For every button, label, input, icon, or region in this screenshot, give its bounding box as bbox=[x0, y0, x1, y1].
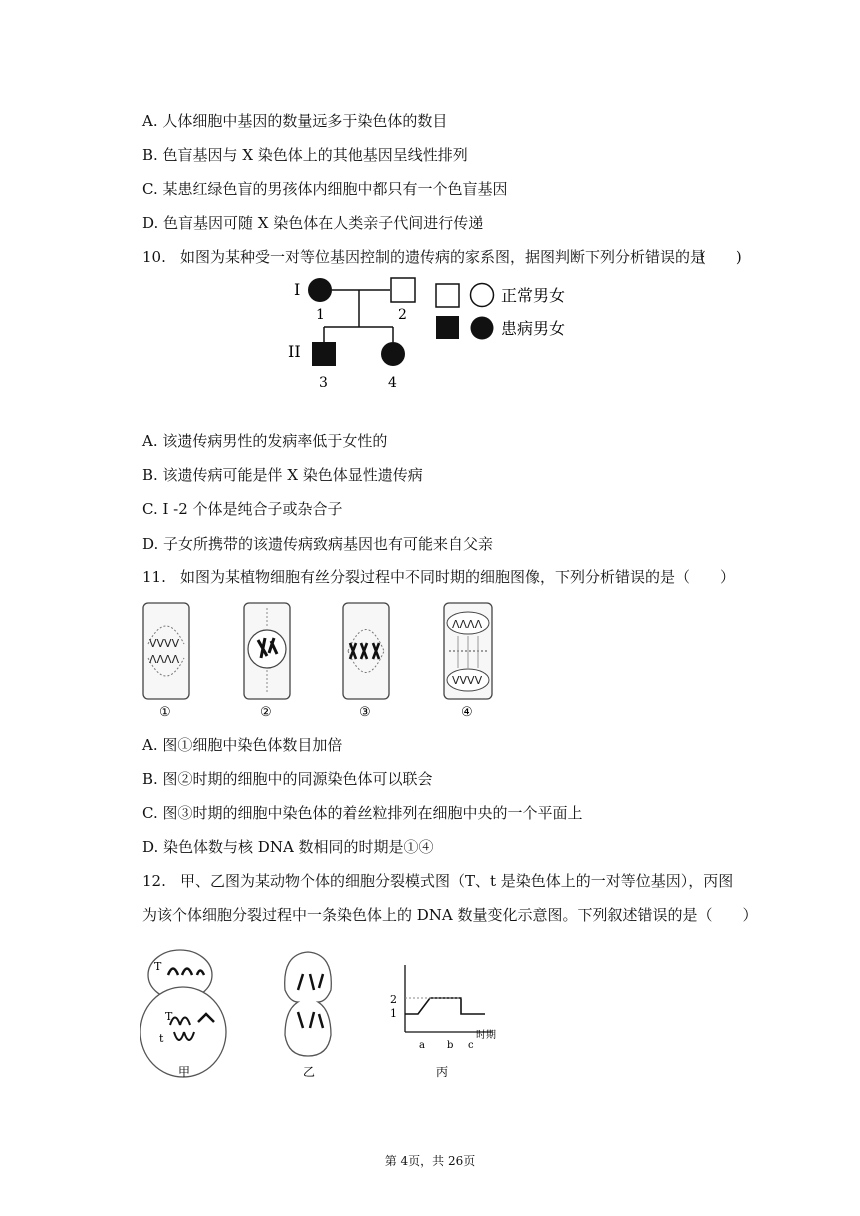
x-tick-a: a bbox=[419, 1040, 425, 1051]
cell-label-4: ④ bbox=[461, 705, 473, 720]
individual-label-1: 1 bbox=[316, 307, 325, 323]
q11-option-c: C. 图③时期的细胞中染色体的着丝粒排列在细胞中央的一个平面上 bbox=[142, 804, 583, 822]
q11-mitosis-figure bbox=[140, 598, 510, 723]
q11-option-d: D. 染色体数与核 DNA 数相同的时期是①④ bbox=[142, 838, 434, 856]
x-axis-label: 时期 bbox=[476, 1030, 496, 1041]
q11-option-a: A. 图①细胞中染色体数目加倍 bbox=[142, 736, 343, 754]
q11-stem: 如图为某植物细胞有丝分裂过程中不同时期的细胞图像，下列分析错误的是（ ） bbox=[180, 568, 736, 586]
gene-label-t-lower: t bbox=[159, 1032, 164, 1045]
gene-label-t-upper-1: T bbox=[154, 960, 162, 973]
y-tick-2: 2 bbox=[390, 993, 397, 1006]
q9-option-c: C. 某患红绿色盲的男孩体内细胞中都只有一个色盲基因 bbox=[142, 180, 508, 198]
q11-option-b: B. 图②时期的细胞中的同源染色体可以联会 bbox=[142, 770, 433, 788]
q10-option-d: D. 子女所携带的该遗传病致病基因也有可能来自父亲 bbox=[142, 535, 494, 553]
page-footer: 第 4页，共 26页 bbox=[384, 1154, 476, 1168]
dna-content-graph bbox=[390, 965, 496, 1051]
cell-jia bbox=[140, 950, 226, 1077]
cell-3-metaphase bbox=[343, 603, 389, 699]
individual-i2-normal-male bbox=[391, 278, 415, 302]
individual-label-2: 2 bbox=[398, 307, 407, 323]
x-tick-b: b bbox=[447, 1040, 454, 1051]
generation-ii-label: II bbox=[288, 342, 301, 361]
q9-option-a: A. 人体细胞中基因的数量远多于染色体的数目 bbox=[142, 112, 448, 130]
figure-label-bing: 丙 bbox=[436, 1065, 449, 1079]
cell-yi bbox=[285, 952, 332, 1056]
figure-label-yi: 乙 bbox=[303, 1065, 316, 1079]
cell-label-1: ① bbox=[159, 705, 171, 720]
q12-stem-line2: 为该个体细胞分裂过程中一条染色体上的 DNA 数量变化示意图。下列叙述错误的是（ ） bbox=[142, 906, 758, 924]
cell-1-anaphase bbox=[143, 603, 189, 699]
individual-ii4-affected-female bbox=[381, 342, 405, 366]
q10-option-a: A. 该遗传病男性的发病率低于女性的 bbox=[142, 432, 388, 450]
legend-normal-male-icon bbox=[436, 284, 459, 307]
legend-affected-female-icon bbox=[471, 317, 494, 340]
q10-answer-paren: ( ) bbox=[700, 248, 742, 266]
q12-number: 12. bbox=[142, 872, 166, 890]
q12-stem-line1: 甲、乙图为某动物个体的细胞分裂模式图（T、t 是染色体上的一对等位基因），丙图 bbox=[180, 872, 734, 890]
q9-option-d: D. 色盲基因可随 X 染色体在人类亲子代间进行传递 bbox=[142, 214, 484, 232]
individual-ii3-affected-male bbox=[312, 342, 336, 366]
cell-4-telophase bbox=[444, 603, 492, 699]
legend-affected-label: 患病男女 bbox=[501, 319, 566, 338]
individual-label-3: 3 bbox=[319, 375, 328, 391]
q10-pedigree-figure bbox=[280, 270, 590, 395]
q10-option-c: C. I -2 个体是纯合子或杂合子 bbox=[142, 500, 343, 518]
q10-stem: 如图为某种受一对等位基因控制的遗传病的家系图，据图判断下列分析错误的是 bbox=[180, 248, 706, 266]
svg-text:ᐯᐯᐯᐯ: ᐯᐯᐯᐯ bbox=[149, 637, 180, 650]
gene-label-t-upper-2: T bbox=[165, 1010, 173, 1023]
svg-text:ᐯᐯᐯᐯ: ᐯᐯᐯᐯ bbox=[452, 674, 483, 687]
q12-cell-division-figure bbox=[140, 940, 540, 1085]
cell-label-2: ② bbox=[260, 705, 272, 720]
individual-label-4: 4 bbox=[388, 375, 397, 391]
generation-i-label: I bbox=[294, 280, 301, 299]
svg-text:ᐱᐱᐱᐱ: ᐱᐱᐱᐱ bbox=[452, 618, 483, 631]
q9-option-b: B. 色盲基因与 X 染色体上的其他基因呈线性排列 bbox=[142, 146, 468, 164]
y-tick-1: 1 bbox=[390, 1007, 397, 1020]
cell-label-3: ③ bbox=[359, 705, 371, 720]
figure-label-jia: 甲 bbox=[178, 1065, 191, 1079]
legend-affected-male-icon bbox=[436, 316, 459, 339]
x-tick-c: c bbox=[468, 1040, 474, 1051]
q10-option-b: B. 该遗传病可能是伴 X 染色体显性遗传病 bbox=[142, 466, 423, 484]
dna-series-line bbox=[405, 998, 485, 1014]
cell-2-prophase bbox=[244, 603, 290, 699]
q11-number: 11. bbox=[142, 568, 166, 586]
legend-normal-label: 正常男女 bbox=[501, 286, 566, 305]
legend-normal-female-icon bbox=[471, 284, 494, 307]
q10-number: 10. bbox=[142, 248, 166, 266]
individual-i1-affected-female bbox=[308, 278, 332, 302]
svg-text:ᐱᐱᐱᐱ: ᐱᐱᐱᐱ bbox=[149, 653, 180, 666]
